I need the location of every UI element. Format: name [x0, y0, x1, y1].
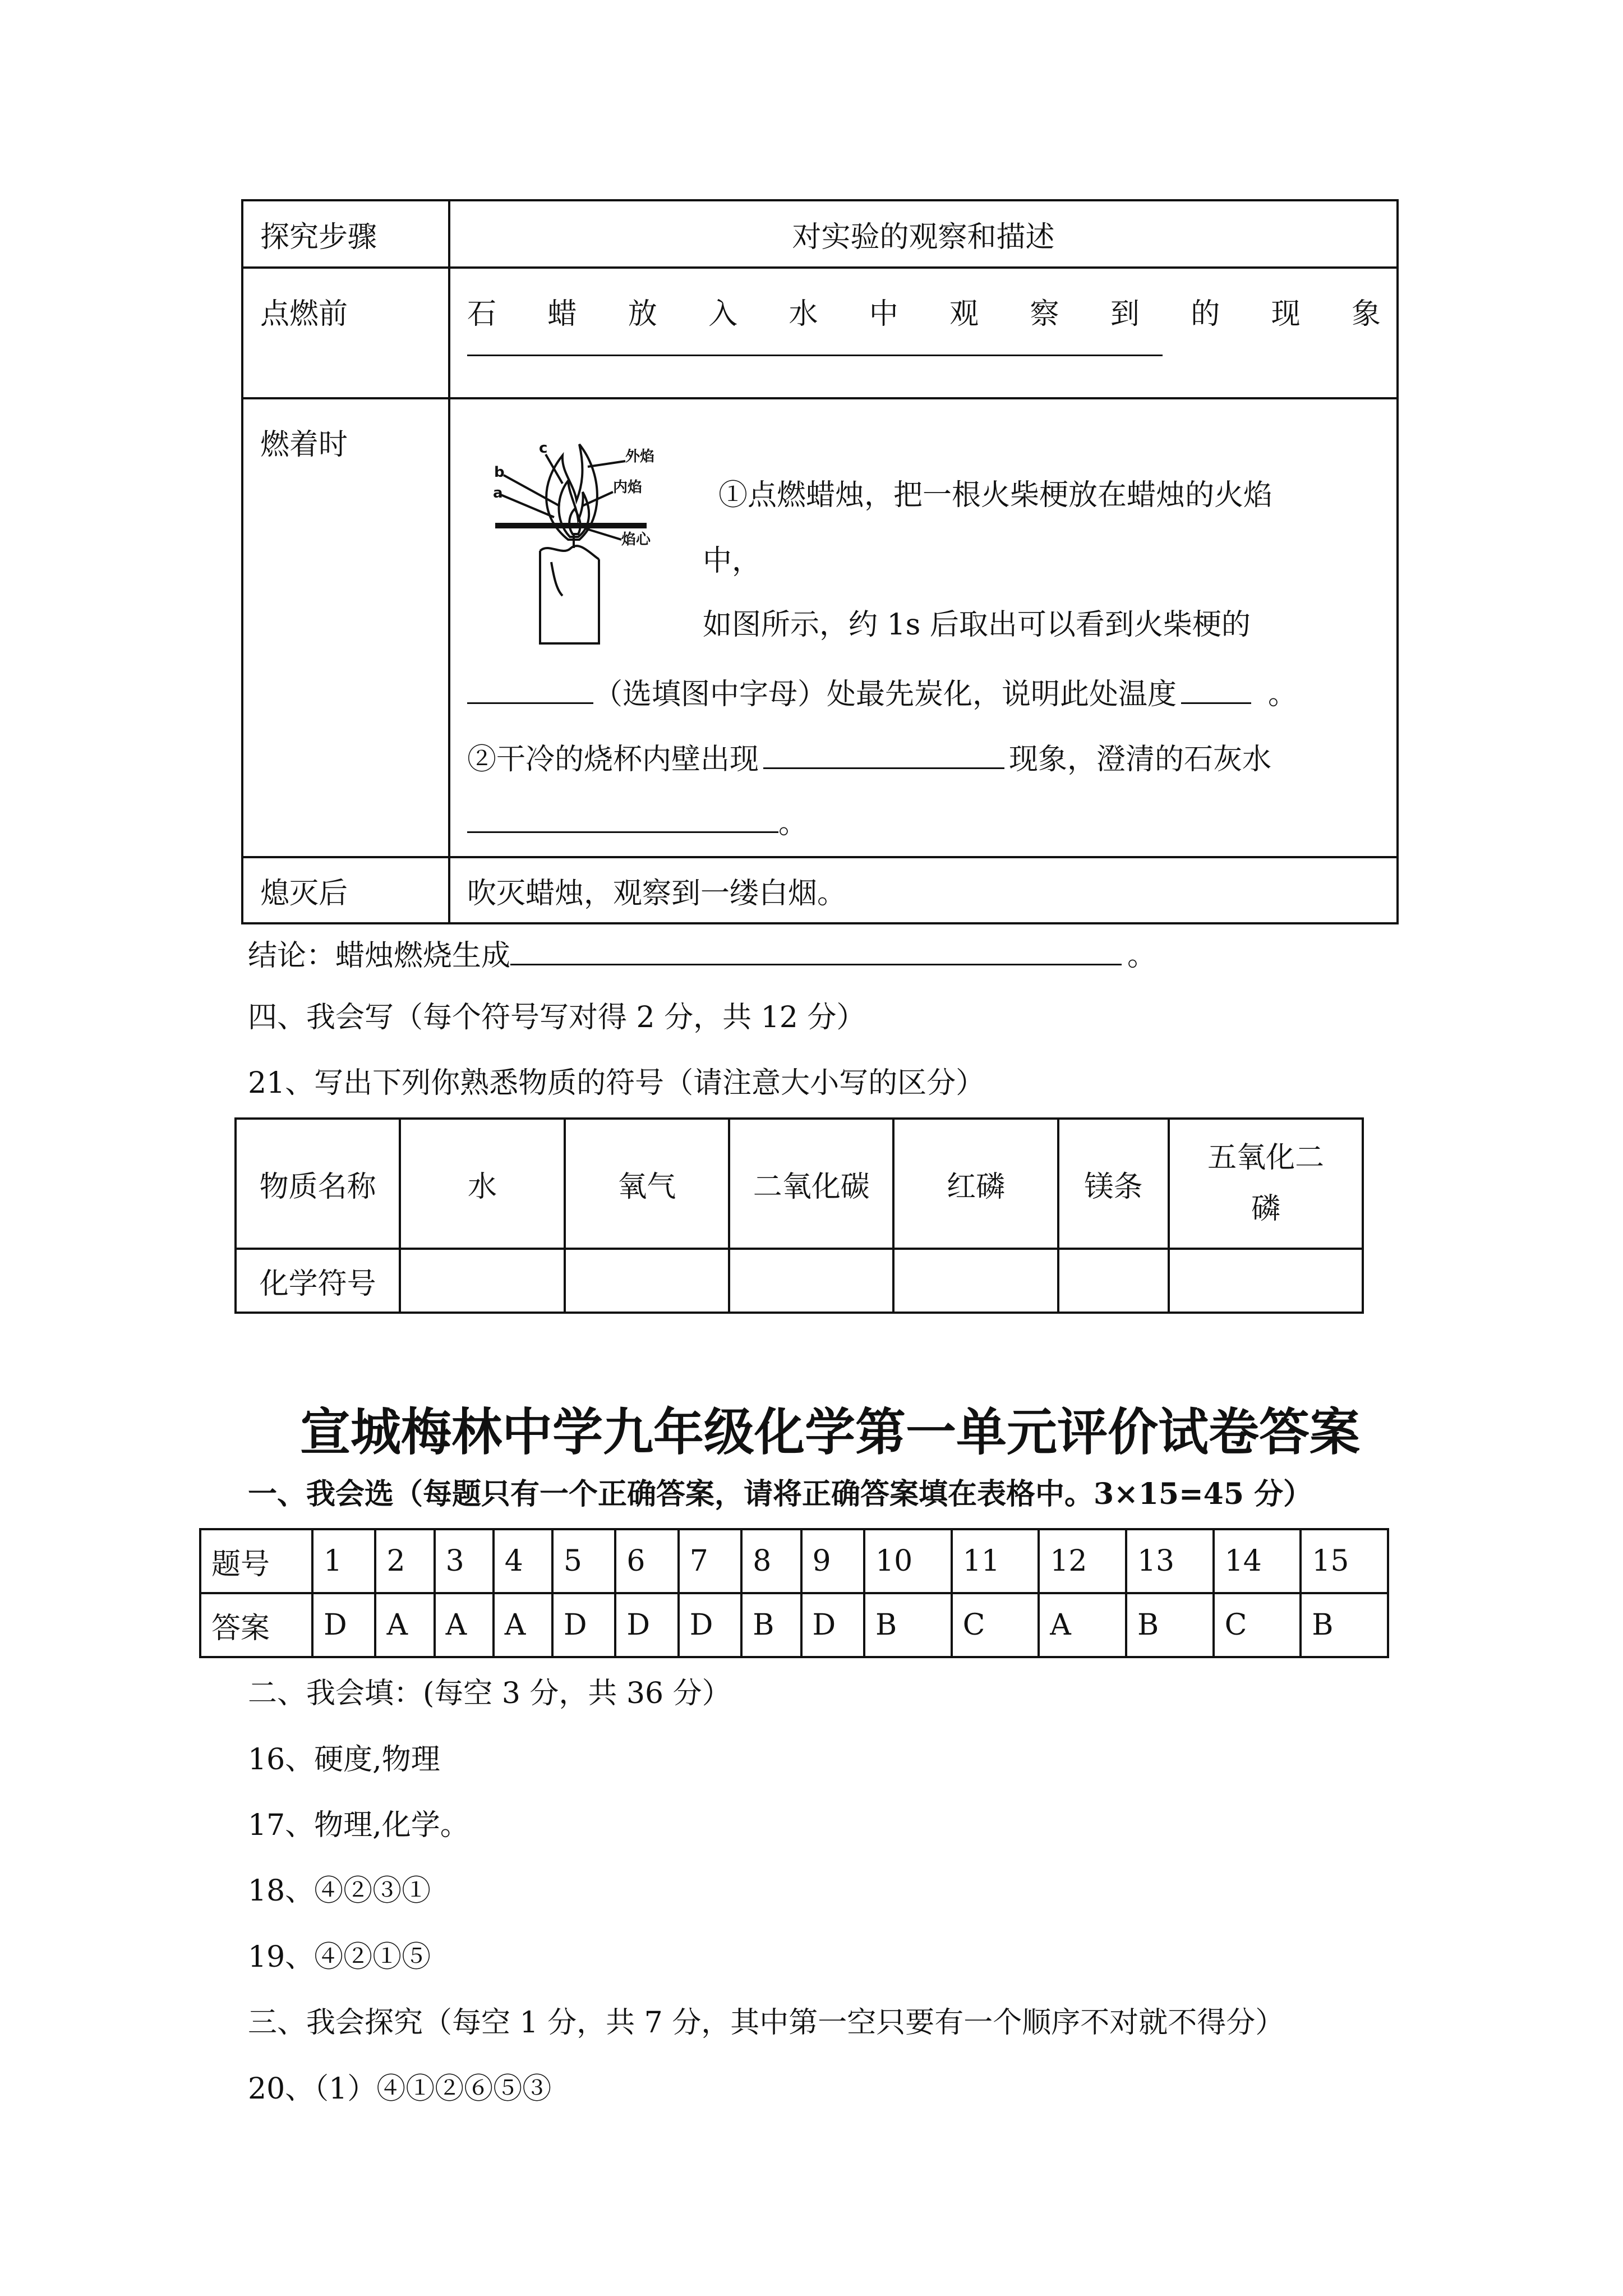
burning-step2-line5 — [467, 740, 1271, 774]
row-before-char: 蜡 — [547, 297, 577, 331]
answer-cell — [741, 1593, 801, 1657]
answer-18: 18、④②③① — [248, 1874, 431, 1908]
row-before-char: 到 — [1110, 297, 1140, 331]
burning-step2-line5-text: ②干冷的烧杯内壁出现 — [467, 743, 759, 776]
answer-key-title: 宣城梅林中学九年级化学第一单元评价试卷答案 — [300, 1403, 1360, 1462]
substance-cell — [729, 1119, 893, 1249]
question-number: 15 — [1312, 1544, 1349, 1578]
answer-cell — [1301, 1593, 1388, 1657]
question-number-cell — [375, 1529, 434, 1593]
question-number: 13 — [1137, 1544, 1175, 1578]
answer-19: 19、④②①⑤ — [248, 1940, 431, 1974]
conclusion-line — [248, 937, 1157, 973]
figure-label-inner-flame: 内焰 — [613, 479, 643, 496]
question-number-cell — [615, 1529, 678, 1593]
choice-answer-table — [199, 1528, 1389, 1658]
answer-blank-line — [467, 355, 1163, 356]
substance-symbol-table — [234, 1117, 1364, 1314]
label-chemical-symbol — [236, 1249, 400, 1313]
substance-p2o5-line2: 磷 — [1251, 1192, 1281, 1226]
row-before-char: 察 — [1030, 297, 1059, 331]
symbol-blank-cell — [893, 1249, 1058, 1313]
header-step-label: 探究步骤 — [260, 220, 377, 254]
burning-step1-line4 — [467, 675, 1297, 709]
substance-water: 水 — [468, 1170, 497, 1204]
answer-letter: A — [445, 1608, 467, 1642]
conclusion-suffix: 。 — [1127, 939, 1157, 973]
question-number: 5 — [563, 1544, 582, 1578]
header-observation — [449, 200, 1398, 268]
row-before-char: 水 — [789, 297, 818, 331]
burning-step1-line3: 如图所示，约 1s 后取出可以看到火柴梗的 — [703, 608, 1251, 642]
substance-cell — [1169, 1119, 1363, 1249]
symbol-blank-cell — [729, 1249, 893, 1313]
row-before-label-cell — [242, 268, 449, 398]
candle-flame-figure — [478, 422, 658, 657]
answer-letter: B — [753, 1608, 774, 1642]
answer-letter: B — [1312, 1608, 1334, 1642]
answer-cell — [615, 1593, 678, 1657]
question-number: 8 — [753, 1544, 772, 1578]
question-number-cell — [1214, 1529, 1301, 1593]
header-step — [242, 200, 449, 268]
question-number: 12 — [1050, 1544, 1087, 1578]
question-number-cell — [435, 1529, 494, 1593]
label-substance-name-text: 物质名称 — [259, 1170, 376, 1204]
symbol-blank-cell — [565, 1249, 729, 1313]
question-number-cell — [312, 1529, 375, 1593]
question-number: 10 — [875, 1544, 913, 1578]
figure-label-flame-core: 焰心 — [621, 531, 651, 548]
row-before-char: 的 — [1191, 297, 1220, 331]
answer-letter: D — [324, 1608, 347, 1642]
row-label-answer-text: 答案 — [211, 1611, 270, 1645]
question-number-cell — [494, 1529, 552, 1593]
question-number-cell — [1301, 1529, 1388, 1593]
question-number-cell — [552, 1529, 615, 1593]
substance-cell — [1058, 1119, 1169, 1249]
question-number: 11 — [962, 1544, 1000, 1578]
burning-step1-line4-end: 。 — [1268, 678, 1298, 711]
row-before-label: 点燃前 — [260, 297, 348, 331]
section1-title: 一、我会选（每题只有一个正确答案，请将正确答案填在表格中。3×15=45 分） — [248, 1477, 1313, 1511]
row-burning-label-cell — [242, 398, 449, 857]
label-substance-name — [236, 1119, 400, 1249]
figure-label-outer-flame: 外焰 — [625, 448, 655, 465]
burning-step1-line1: ①点燃蜡烛，把一根火柴梗放在蜡烛的火焰 — [718, 478, 1273, 512]
row-before-char: 观 — [949, 297, 979, 331]
answer-letter: B — [875, 1608, 897, 1642]
row-burning-content — [449, 398, 1398, 857]
question-number: 2 — [386, 1544, 405, 1578]
answer-cell — [1214, 1593, 1301, 1657]
answer-cell — [552, 1593, 615, 1657]
label-chemical-symbol-text: 化学符号 — [259, 1267, 376, 1301]
answer-row — [200, 1593, 1388, 1657]
conclusion-prefix: 结论：蜡烛燃烧生成 — [248, 939, 511, 973]
answer-letter: D — [626, 1608, 651, 1642]
row-before-content — [449, 268, 1398, 398]
question-number-cell — [741, 1529, 801, 1593]
question-number: 6 — [626, 1544, 645, 1578]
substance-oxygen: 氧气 — [617, 1170, 676, 1204]
question-number: 14 — [1224, 1544, 1262, 1578]
symbol-blank-cell — [400, 1249, 564, 1313]
blank-temperature — [1181, 675, 1251, 704]
answer-letter: A — [1050, 1608, 1071, 1642]
answer-20: 20、（1）④①②⑥⑤③ — [248, 2072, 552, 2106]
burning-step1-line4-text: （选填图中字母）处最先炭化，说明此处温度 — [593, 678, 1177, 711]
answer-cell — [494, 1593, 552, 1657]
answer-16: 16、硬度,物理 — [248, 1743, 440, 1777]
answer-cell — [375, 1593, 434, 1657]
question-number: 3 — [445, 1544, 464, 1578]
question-number-cell — [864, 1529, 952, 1593]
question-number-cell — [952, 1529, 1039, 1593]
symbol-blank-cell — [1169, 1249, 1363, 1313]
answer-cell — [1039, 1593, 1126, 1657]
question-number: 4 — [504, 1544, 523, 1578]
question-number-row — [200, 1529, 1388, 1593]
figure-label-b: b — [494, 464, 505, 481]
question-number: 9 — [812, 1544, 831, 1578]
row-burning-label: 燃着时 — [260, 428, 348, 462]
header-observation-label: 对实验的观察和描述 — [792, 220, 1055, 254]
row-after-label-cell — [242, 857, 449, 923]
answer-cell — [952, 1593, 1039, 1657]
answer-cell — [679, 1593, 741, 1657]
answer-cell — [801, 1593, 864, 1657]
answer-letter: C — [1224, 1608, 1247, 1642]
answer-cell — [435, 1593, 494, 1657]
row-before-char: 入 — [708, 297, 738, 331]
row-after-text: 吹灭蜡烛，观察到一缕白烟。 — [467, 876, 847, 910]
row-before-text — [450, 290, 1396, 332]
answer-17: 17、物理,化学。 — [248, 1809, 469, 1842]
row-before-char: 现 — [1271, 297, 1301, 331]
answer-letter: A — [504, 1608, 526, 1642]
answer-cell — [312, 1593, 375, 1657]
row-before-char: 石 — [467, 297, 497, 331]
row-label-answer — [200, 1593, 312, 1657]
answer-letter: D — [812, 1608, 836, 1642]
section2-title: 二、我会填：(每空 3 分，共 36 分） — [248, 1677, 731, 1710]
answer-cell — [1126, 1593, 1214, 1657]
figure-label-a: a — [493, 485, 503, 501]
row-label-question-number — [200, 1529, 312, 1593]
row-before-char: 中 — [869, 297, 898, 331]
figure-label-c: c — [539, 440, 548, 457]
substance-cell — [400, 1119, 564, 1249]
section3-title: 三、我会探究（每空 1 分，共 7 分，其中第一空只要有一个顺序不对就不得分） — [248, 2006, 1285, 2040]
answer-letter: D — [563, 1608, 587, 1642]
burning-step2-line5-end: 现象，澄清的石灰水 — [1009, 743, 1272, 776]
burning-step2-line6 — [467, 804, 808, 838]
answer-letter: D — [689, 1608, 713, 1642]
answer-cell — [864, 1593, 952, 1657]
substance-p2o5-line1: 五氧化二 — [1207, 1141, 1325, 1175]
row-label-question-number-text: 题号 — [211, 1547, 270, 1581]
blank-conclusion — [510, 937, 1122, 965]
substance-red-phosphorus: 红磷 — [947, 1170, 1006, 1204]
experiment-table — [241, 199, 1399, 924]
row-before-char: 象 — [1351, 297, 1381, 331]
section4-title: 四、我会写（每个符号写对得 2 分，共 12 分） — [248, 1001, 866, 1034]
question-number: 1 — [324, 1544, 343, 1578]
answer-letter: A — [386, 1608, 408, 1642]
burning-step2-line6-end: 。 — [778, 807, 808, 840]
blank-limewater — [467, 804, 778, 833]
question-number-cell — [1039, 1529, 1126, 1593]
question-number-cell — [679, 1529, 741, 1593]
symbol-blank-cell — [1058, 1249, 1169, 1313]
blank-letter — [467, 675, 593, 704]
question-number-cell — [1126, 1529, 1214, 1593]
substance-cell — [893, 1119, 1058, 1249]
answer-letter: B — [1137, 1608, 1159, 1642]
question-number-cell — [801, 1529, 864, 1593]
row-after-content — [449, 857, 1398, 923]
burning-step1-line2: 中， — [703, 544, 762, 578]
row-after-label: 熄灭后 — [260, 876, 348, 910]
row-before-char: 放 — [628, 297, 657, 331]
substance-cell — [565, 1119, 729, 1249]
substance-carbon-dioxide: 二氧化碳 — [753, 1170, 870, 1204]
question-21: 21、写出下列你熟悉物质的符号（请注意大小写的区分） — [248, 1066, 985, 1100]
answer-letter: C — [962, 1608, 985, 1642]
question-number: 7 — [689, 1544, 708, 1578]
substance-magnesium: 镁条 — [1084, 1170, 1143, 1204]
blank-beaker — [763, 740, 1004, 769]
